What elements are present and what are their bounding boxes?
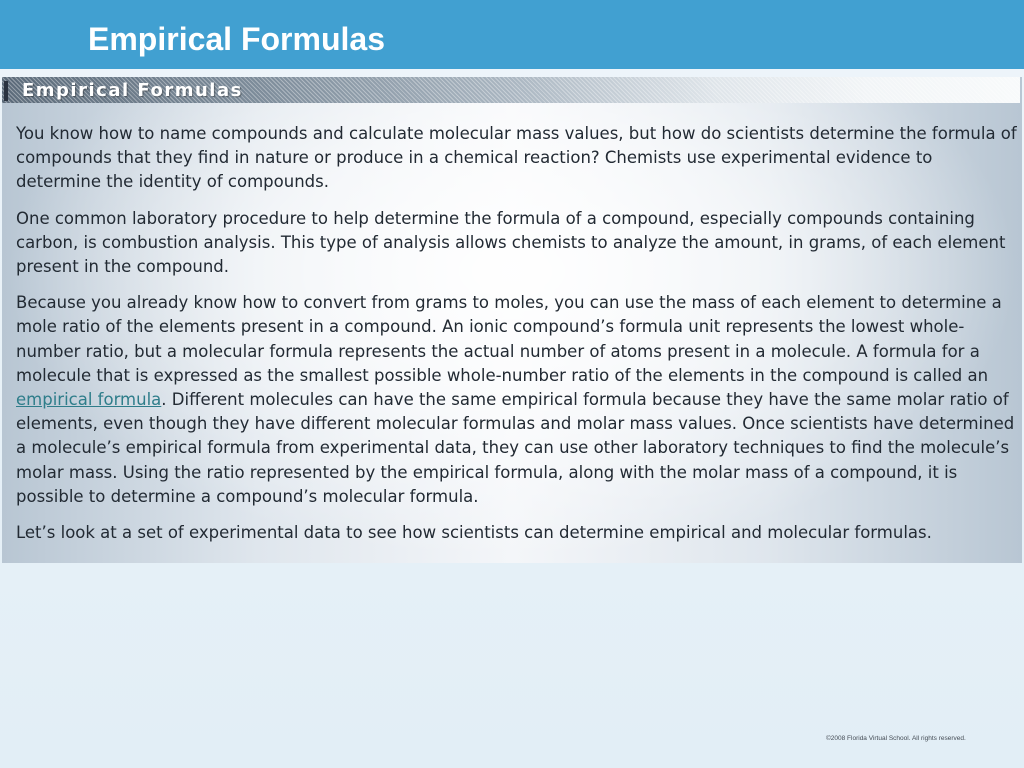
section-banner <box>2 77 1020 103</box>
paragraph-empirical-text-end: . Different molecules can have the same empirical formula because they have the same molar ratio of elements, even though they have different molecular formulas and molar mass values. Once scientists have determined a molecule’s empirical formula from experimental data, they can use other laboratory techniques to find the molecule’s molar mass. Using the ratio represented by the empirical formula, along with the molar mass of a compound, it is possible to determine a compound’s molecular formula. <box>16 390 1015 506</box>
content-panel <box>2 77 1022 563</box>
copyright-notice: ©2008 Florida Virtual School. All rights reserved. <box>826 735 966 742</box>
paragraph-empirical-text-start: Because you already know how to convert from grams to moles, you can use the mass of each element to determine a mole ratio of the elements present in a compound. An ionic compound’s formula unit represents the lowest whole-number ratio, but a molecular formula represents the actual number of atoms present in a molecule. A formula for a molecule that is expressed as the smallest possible whole-number ratio of the elements in the compound is called an <box>16 293 1002 385</box>
banner-title: Empirical Formulas <box>22 80 243 101</box>
paragraph-combustion: One common laboratory procedure to help determine the formula of a compound, especially compounds containing carbon, is combustion analysis. This type of analysis allows chemists to analyze the amount, in grams, of each element present in the compound. <box>16 208 1006 277</box>
slide-header <box>0 0 1024 69</box>
paragraph-intro: You know how to name compounds and calculate molecular mass values, but how do scientists determine the formula of compounds that they find in nature or produce in a chemical reaction? Chemists use experimental evidence to determine the identity of compounds. <box>16 124 1017 192</box>
banner-accent-bar <box>4 81 8 101</box>
slide-title: Empirical Formulas <box>88 21 385 57</box>
paragraph-lets-look: Let’s look at a set of experimental data to see how scientists can determine empirical and molecular formulas. <box>16 523 932 543</box>
body-text <box>16 122 1020 557</box>
empirical-formula-link[interactable]: empirical formula <box>16 390 162 410</box>
paragraph-empirical <box>16 291 1020 509</box>
